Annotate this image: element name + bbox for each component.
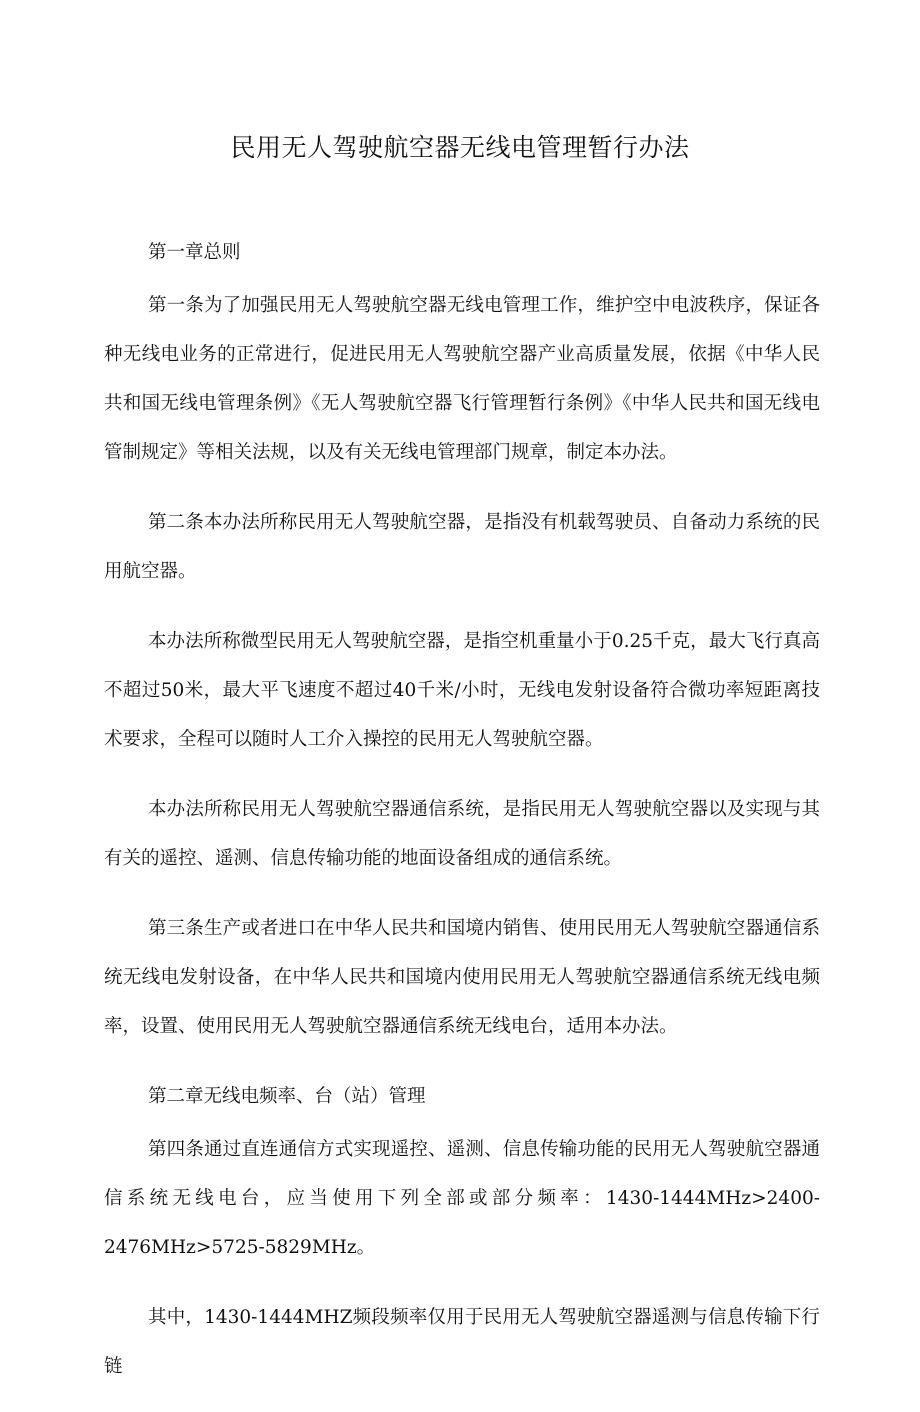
paragraph: 本办法所称民用无人驾驶航空器通信系统，是指民用无人驾驶航空器以及实现与其有关的遥控、遥测、信息传输功能的地面设备组成的通信系统。 xyxy=(104,799,820,869)
paragraph: 第一条为了加强民用无人驾驶航空器无线电管理工作，维护空中电波秩序，保证各种无线电业务的正常进行，促进民用无人驾驶航空器产业高质量发展，依据《中华人民共和国无线电管理条例》《无人驾驶航空器飞行管理暂行条例》《中华人民共和国无线电管制规定》等相关法规，以及有关无线电管理部门规章，制定本办法。 xyxy=(104,295,820,463)
chapter-heading: 第一章总则 xyxy=(148,242,241,263)
document-body xyxy=(104,228,820,1412)
document-title: 民用无人驾驶航空器无线电管理暂行办法 xyxy=(230,133,690,162)
paragraph: 第四条通过直连通信方式实现遥控、遥测、信息传输功能的民用无人驾驶航空器通信系统无线电台，应当使用下列全部或部分频率：1430-1444MHz>2400-2476MHz>5725-5829MHz。 xyxy=(104,1139,820,1258)
paragraph: 其中，1430-1444MHZ频段频率仅用于民用无人驾驶航空器遥测与信息传输下行链 xyxy=(104,1307,820,1377)
paragraph: 本办法所称微型民用无人驾驶航空器，是指空机重量小于0.25千克，最大飞行真高不超过50米，最大平飞速度不超过40千米/小时，无线电发射设备符合微功率短距离技术要求，全程可以随时人工介入操控的民用无人驾驶航空器。 xyxy=(104,631,820,750)
chapter-heading: 第二章无线电频率、台（站）管理 xyxy=(148,1086,426,1107)
paragraph: 第二条本办法所称民用无人驾驶航空器，是指没有机载驾驶员、自备动力系统的民用航空器。 xyxy=(104,512,820,582)
paragraph: 第三条生产或者进口在中华人民共和国境内销售、使用民用无人驾驶航空器通信系统无线电发射设备，在中华人民共和国境内使用民用无人驾驶航空器通信系统无线电频率，设置、使用民用无人驾驶航空器通信系统无线电台，适用本办法。 xyxy=(104,918,820,1037)
